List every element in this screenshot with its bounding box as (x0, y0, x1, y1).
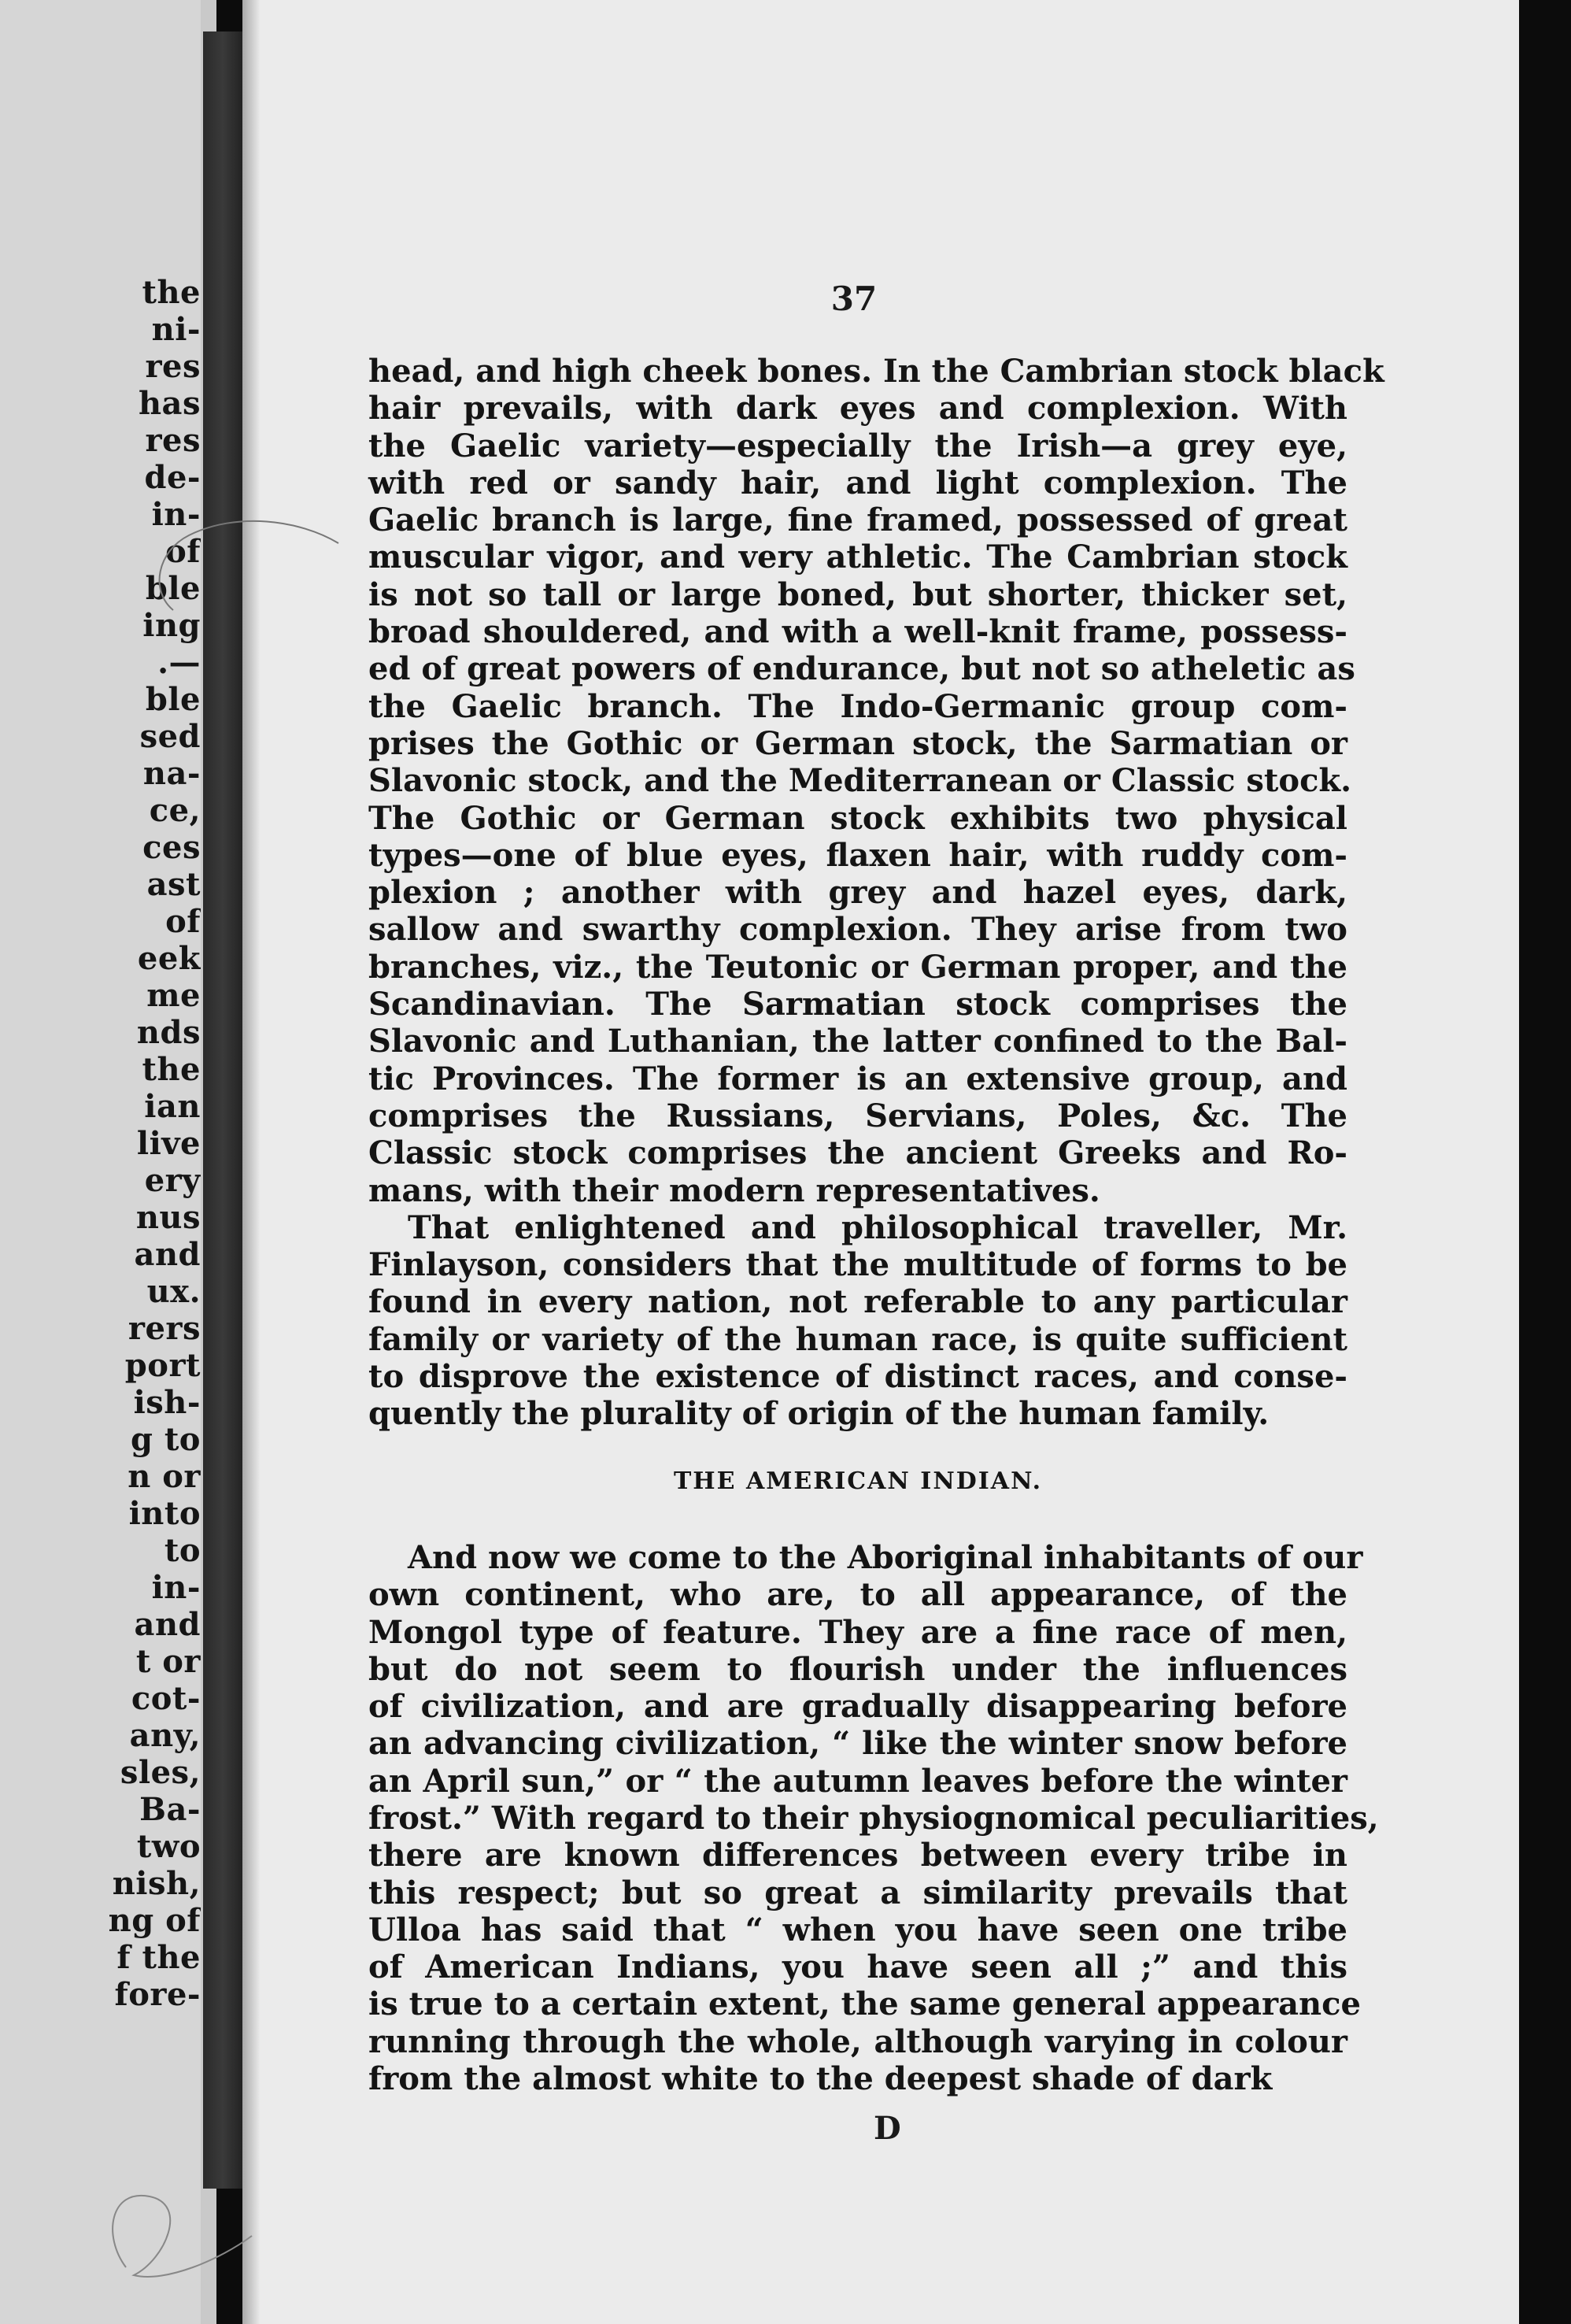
paragraph-3 (368, 1538, 1379, 2098)
left-line-fragment: g to (130, 1421, 201, 1458)
text-line: but do not seem to flourish under the influences (368, 1650, 1347, 1688)
left-line-fragment: ish- (133, 1384, 201, 1421)
text-line: types—one of blue eyes, flaxen hair, with ruddy com- (368, 836, 1347, 874)
left-line-fragment: t or (135, 1643, 201, 1680)
left-line-fragment: me (146, 977, 201, 1014)
left-line-fragment: any, (129, 1717, 201, 1754)
text-line: from the almost white to the deepest shade of dark (368, 2060, 1273, 2098)
text-line: Classic stock comprises the ancient Greeks and Ro- (368, 1134, 1347, 1172)
text-line: head, and high cheek bones. In the Cambrian stock black (368, 353, 1384, 390)
text-line: Slavonic and Luthanian, the latter confined to the Bal- (368, 1023, 1347, 1060)
text-line: an advancing civilization, “ like the winter snow before (368, 1725, 1347, 1763)
text-line: Mongol type of feature. They are a fine race of men, (368, 1613, 1347, 1651)
left-line-fragment: sed (139, 718, 201, 755)
left-line-fragment: fore- (114, 1976, 201, 2013)
left-line-fragment: ce, (149, 792, 201, 829)
left-line-fragment: into (128, 1495, 201, 1532)
text-line: found in every nation, not referable to any particular (368, 1283, 1347, 1321)
text-line: hair prevails, with dark eyes and complexion. With (368, 390, 1347, 427)
pencil-scribble-icon (94, 2141, 299, 2299)
page-body (368, 353, 1384, 2098)
left-line-fragment: ian (144, 1088, 201, 1125)
text-line: is not so tall or large boned, but shorter, thicker set, (368, 575, 1347, 613)
text-line: branches, viz., the Teutonic or German proper, and the (368, 948, 1347, 986)
text-line: own continent, who are, to all appearance, of the (368, 1576, 1347, 1614)
text-line: ed of great powers of endurance, but not so atheletic as (368, 650, 1355, 688)
text-line: there are known differences between every tribe in (368, 1837, 1347, 1874)
text-line: an April sun,” or “ the autumn leaves before the winter (368, 1762, 1347, 1800)
text-line: mans, with their modern representatives. (368, 1171, 1100, 1209)
left-line-fragment: and (134, 1236, 201, 1273)
left-line-fragment: Ba- (139, 1791, 201, 1828)
text-line: the Gaelic variety—especially the Irish—a grey eye, (368, 427, 1347, 464)
text-line: prises the Gothic or German stock, the Sarmatian or (368, 724, 1347, 762)
left-line-fragment: ing (142, 607, 201, 644)
left-line-fragment: in- (151, 496, 201, 533)
text-line: to disprove the existence of distinct races, and conse- (368, 1358, 1347, 1396)
text-line: quently the plurality of origin of the human family. (368, 1395, 1270, 1433)
text-line: is true to a certain extent, the same general appearance (368, 1985, 1361, 2023)
left-line-fragment: two (136, 1828, 201, 1865)
left-line-fragment: ni- (151, 311, 201, 348)
text-line: Slavonic stock, and the Mediterranean or Classic stock. (368, 762, 1352, 800)
left-line-fragment: ery (144, 1162, 201, 1199)
text-line: tic Provinces. The former is an extensive group, and (368, 1060, 1347, 1097)
left-line-fragment: ng of (108, 1902, 201, 1939)
left-line-fragment: in- (151, 1569, 201, 1606)
left-line-fragment: ast (146, 866, 201, 903)
left-line-fragment: sles, (120, 1754, 201, 1791)
gutter-shadow (242, 0, 260, 2324)
left-facing-page (0, 0, 201, 2324)
left-line-fragment: nds (136, 1014, 201, 1051)
text-line: Ulloa has said that “ when you have seen one tribe (368, 1911, 1347, 1948)
left-line-fragment: port (124, 1347, 201, 1384)
left-line-fragment: de- (144, 459, 201, 496)
left-line-fragment: .— (157, 644, 201, 681)
left-line-fragment: the (142, 1051, 201, 1088)
paragraph-2 (368, 1209, 1347, 1433)
text-line: Finlayson, considers that the multitude of forms to be (368, 1246, 1347, 1284)
book-spine (203, 31, 242, 2189)
text-line: plexion ; another with grey and hazel eyes, dark, (368, 874, 1347, 912)
left-line-fragment: has (138, 385, 201, 422)
text-line: of American Indians, you have seen all ;” and this (368, 1948, 1347, 1986)
left-line-fragment: nus (135, 1199, 201, 1236)
paragraph-1 (368, 353, 1384, 1209)
text-line: the Gaelic branch. The Indo-Germanic group com- (368, 687, 1347, 725)
text-line: with red or sandy hair, and light complexion. The (368, 464, 1347, 501)
left-line-fragment: ux. (146, 1273, 201, 1310)
text-line: comprises the Russians, Servians, Poles, &c. The (368, 1097, 1347, 1134)
text-line: running through the whole, although varying in colour (368, 2022, 1347, 2060)
left-line-fragment: res (145, 422, 201, 459)
text-line: Scandinavian. The Sarmatian stock comprises the (368, 986, 1347, 1023)
left-line-fragment: nish, (112, 1865, 201, 1902)
left-line-fragment: rers (128, 1310, 201, 1347)
left-line-fragment: res (145, 348, 201, 385)
left-line-fragment: the (142, 274, 201, 311)
text-line: this respect; but so great a similarity prevails that (368, 1874, 1347, 1911)
left-line-fragment: ble (145, 570, 201, 607)
left-line-fragment: eek (137, 940, 201, 977)
page-number: 37 (830, 279, 878, 318)
left-line-fragment: of (165, 903, 201, 940)
left-line-fragment: ces (142, 829, 201, 866)
text-line: That enlightened and philosophical traveller, Mr. (408, 1208, 1347, 1246)
left-line-fragment: to (164, 1532, 201, 1569)
text-line: muscular vigor, and very athletic. The Cambrian stock (368, 538, 1347, 576)
left-line-fragment: live (136, 1125, 201, 1162)
text-line: sallow and swarthy complexion. They arise from two (368, 911, 1347, 949)
text-line: of civilization, and are gradually disappearing before (368, 1688, 1347, 1726)
pencil-mark-icon (142, 512, 346, 622)
text-line: The Gothic or German stock exhibits two physical (368, 799, 1347, 837)
left-line-fragment: and (134, 1606, 201, 1643)
text-line: And now we come to the Aboriginal inhabitants of our (408, 1538, 1363, 1576)
left-line-fragment: ble (145, 681, 201, 718)
text-line: broad shouldered, and with a well-knit frame, possess- (368, 613, 1347, 651)
text-line: Gaelic branch is large, fine framed, possessed of great (368, 501, 1347, 539)
page-edge (1519, 0, 1571, 2324)
left-line-fragment: cot- (131, 1680, 201, 1717)
left-line-fragment: na- (142, 755, 201, 792)
signature-mark: D (874, 2110, 901, 2147)
left-line-fragment: n or (128, 1458, 201, 1495)
left-line-fragment: f the (116, 1939, 201, 1976)
left-line-fragment: of (165, 533, 201, 570)
text-line: frost.” With regard to their physiognomical peculiarities, (368, 1799, 1379, 1837)
section-heading: THE AMERICAN INDIAN. (673, 1467, 1043, 1495)
text-line: family or variety of the human race, is quite sufficient (368, 1320, 1347, 1358)
